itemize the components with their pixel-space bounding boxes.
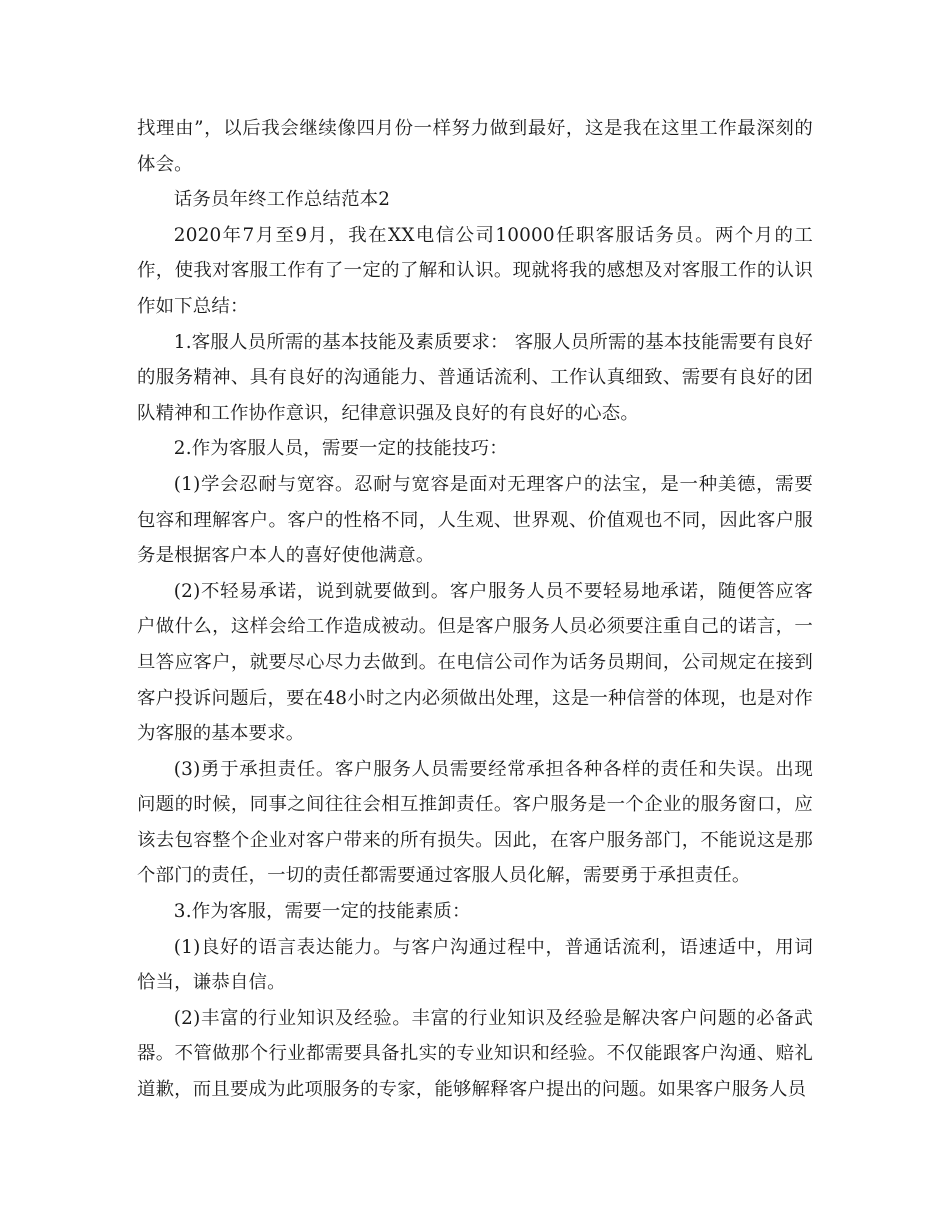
document-page bbox=[137, 111, 813, 1108]
paragraph-point-3-2: (2)丰富的行业知识及经验。丰富的行业知识及经验是解决客户问题的必备武器。不管做那个行业都需要具备扎实的专业知识和经验。不仅能跟客户沟通、赔礼道歉，而且要成为此项服务的专家，能够解释客户提出的问题。如果客户服务人员 bbox=[137, 1007, 813, 1101]
paragraph-1: 找理由”，以后我会继续像四月份一样努力做到最好，这是我在这里工作最深刻的体会。 bbox=[137, 118, 813, 175]
paragraph-point-3-1: (1)良好的语言表达能力。与客户沟通过程中，普通话流利，语速适中，用词恰当，谦恭自信。 bbox=[137, 936, 813, 994]
paragraph-point-2-1: (1)学会忍耐与宽容。忍耐与宽容是面对无理客户的法宝，是一种美德，需要包容和理解客户。客户的性格不同，人生观、世界观、价值观也不同，因此客户服务是根据客户本人的喜好使他满意。 bbox=[137, 473, 813, 567]
paragraph-point-2: 2.作为客服人员，需要一定的技能技巧： bbox=[173, 438, 508, 460]
paragraph-point-2-2: (2)不轻易承诺，说到就要做到。客户服务人员不要轻易地承诺，随便答应客户做什么，这样会给工作造成被动。但是客户服务人员必须要注重自己的诺言，一旦答应客户，就要尽心尽力去做到。在电信公司作为话务员期间，公司规定在接到客户投诉问题后，要在48小时之内必须做出处理，这是一种信誉的体现，也是对作为客服的基本要求。 bbox=[137, 580, 813, 745]
paragraph-point-2-3: (3)勇于承担责任。客户服务人员需要经常承担各种各样的责任和失误。出现问题的时候，同事之间往往会相互推卸责任。客户服务是一个企业的服务窗口，应该去包容整个企业对客户带来的所有损失。因此，在客户服务部门，不能说这是那个部门的责任，一切的责任都需要通过客服人员化解，需要勇于承担责任。 bbox=[137, 758, 813, 887]
section-heading: 话务员年终工作总结范本2 bbox=[173, 189, 391, 211]
paragraph-point-3: 3.作为客服，需要一定的技能素质： bbox=[173, 901, 471, 923]
paragraph-intro: 2020年7月至9月，我在XX电信公司10000任职客服话务员。两个月的工作，使我对客服工作有了一定的了解和认识。现就将我的感想及对客服工作的认识作如下总结： bbox=[137, 224, 813, 317]
paragraph-point-1: 1.客服人员所需的基本技能及素质要求： 客服人员所需的基本技能需要有良好的服务精神、具有良好的沟通能力、普通话流利、工作认真细致、需要有良好的团队精神和工作协作意识，纪律意识强及良好的有良好的心态。 bbox=[137, 331, 813, 424]
